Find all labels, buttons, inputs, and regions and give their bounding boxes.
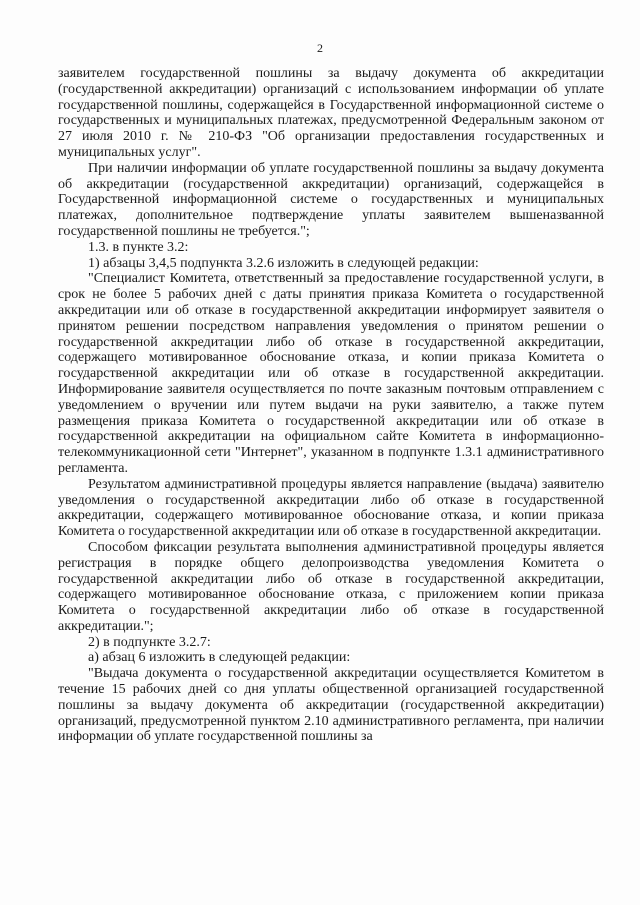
paragraph-result: Результатом административной процедуры является направление (выдача) заявителю уведомления о государственной аккредитации либо об отказе в государственной аккредитации, содержащего мотивированное обоснование отказа, и копии приказа Комитета о государственной аккредитации или об отказе в государственной аккредитации. xyxy=(58,476,604,540)
paragraph-clause-1-3: 1.3. в пункте 3.2: xyxy=(88,239,189,255)
document-body xyxy=(58,66,604,745)
paragraph-specialist: "Специалист Комитета, ответственный за предоставление государственной услуги, в срок не более 5 рабочих дней с даты принятия приказа Комитета о государственной аккредитации или об отказе в государственной аккредитации информирует заявителя о принятом решении посредством направления уведомления о принятом решении о государственной аккредитации либо об отказе в государственной аккредитации, содержащего мотивированное обоснование отказа, и копии приказа Комитета о государственной аккредитации или об отказе в государственной аккредитации. Информирование заявителя осуществляется по почте заказным почтовым отправлением с уведомлением о вручении или путем выдачи на руки заявителю, а также путем размещения приказа Комитета о государственной аккредитации или об отказе в государственной аккредитации на официальном сайте Комитета в информационно-телекоммуникационной сети "Интернет", указанном в подпункте 1.3.1 административного регламента. xyxy=(58,271,604,476)
paragraph-continuation: заявителем государственной пошлины за выдачу документа об аккредитации (государственной аккредитации) организаций с использованием информации об уплате государственной пошлины, содержащейся в Государственной информационной системе о государственных и муниципальных платежах, предусмотренной Федеральным законом от 27 июля 2010 г. № 210-ФЗ "Об организации предоставления государственных и муниципальных услуг". xyxy=(58,66,604,160)
paragraph-payment-info: При наличии информации об уплате государственной пошлины за выдачу документа об аккредитации (государственной аккредитации) организаций, содержащейся в Государственной информационной системе о государственных и муниципальных платежах, дополнительное подтверждение уплаты заявителем вышеназванной государственной пошлины не требуется."; xyxy=(58,160,604,239)
paragraph-subitem-a: а) абзац 6 изложить в следующей редакции: xyxy=(88,650,351,666)
page-number: 2 xyxy=(317,41,323,55)
paragraph-fixation: Способом фиксации результата выполнения административной процедуры является регистрация в порядке общего делопроизводства уведомления Комитета о государственной аккредитации либо об отказе в государственной аккредитации, содержащего мотивированное обоснование отказа, с приложением копии приказа Комитета о государственной аккредитации либо об отказе в государственной аккредитации."; xyxy=(58,539,604,634)
paragraph-subitem-2: 2) в подпункте 3.2.7: xyxy=(88,634,211,650)
paragraph-issuance: "Выдача документа о государственной аккредитации осуществляется Комитетом в течение 15 рабочих дней со дня уплаты общественной организацией государственной пошлины за выдачу документа об аккредитации (государственной аккредитации) организаций, предусмотренной пунктом 2.10 административного регламента, при наличии информации об уплате государственной пошлины за xyxy=(58,666,604,745)
paragraph-subitem-1: 1) абзацы 3,4,5 подпункта 3.2.6 изложить в следующей редакции: xyxy=(88,255,479,271)
